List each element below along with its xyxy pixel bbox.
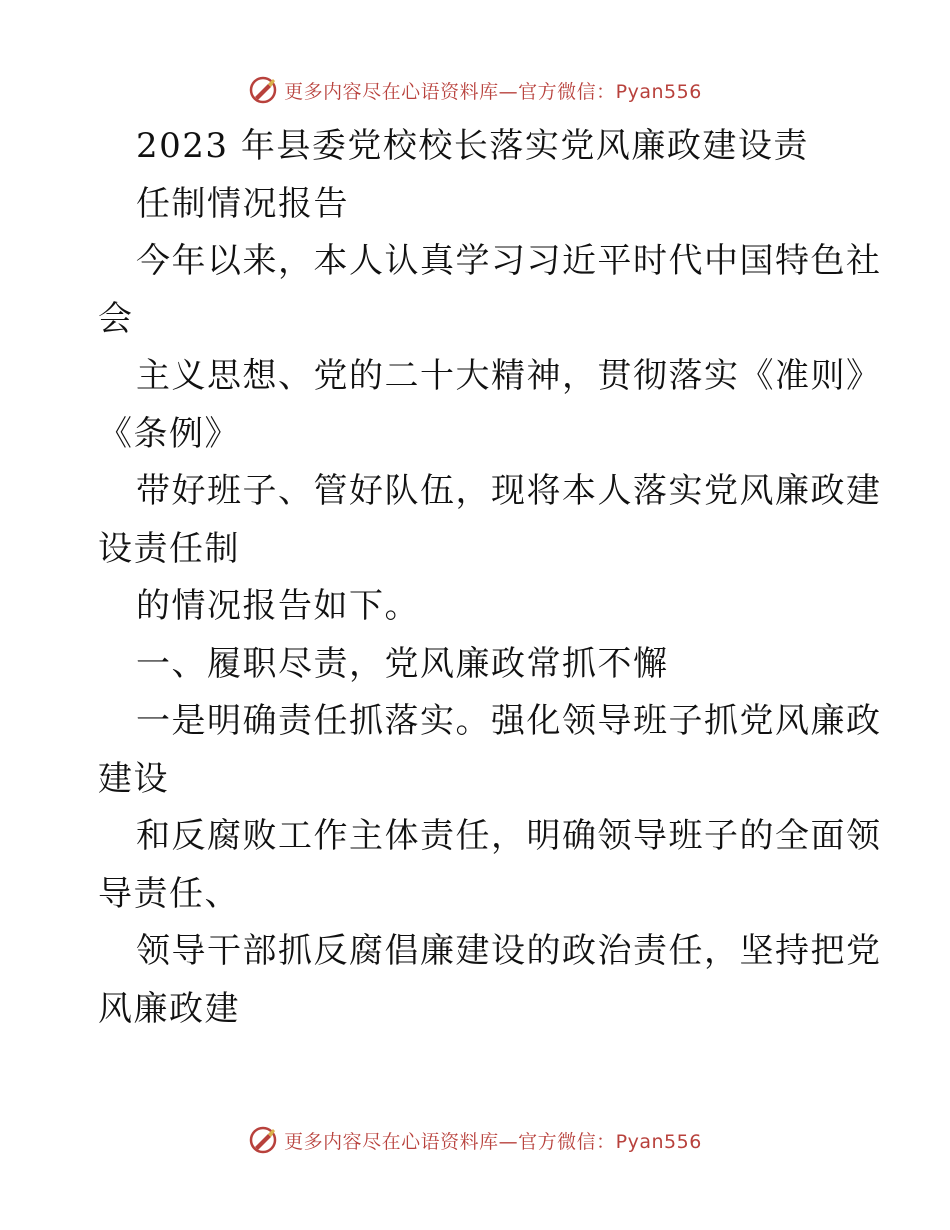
text-line: 设责任制: [98, 528, 240, 569]
pen-logo-icon: [248, 75, 278, 105]
text-line: 《条例》: [98, 413, 240, 454]
text-line: 带好班子、管好队伍，现将本人落实党风廉政建: [136, 471, 882, 511]
text-line: 领导干部抓反腐倡廉建设的政治责任，坚持把党: [136, 931, 882, 971]
document-body: [98, 118, 882, 1038]
text-line: 今年以来，本人认真学习习近平时代中国特色社: [136, 241, 882, 281]
text-line: 会: [98, 298, 134, 339]
section-heading: 一、履职尽责，党风廉政常抓不懈: [136, 643, 669, 684]
footer-watermark-banner: [0, 1120, 950, 1160]
text-line: 的情况报告如下。: [136, 586, 420, 626]
text-line: 2023 年县委党校校长落实党风廉政建设责: [136, 126, 809, 166]
text-line: 一是明确责任抓落实。强化领导班子抓党风廉政: [136, 701, 882, 741]
header-watermark-banner: [0, 70, 950, 110]
watermark-text: 更多内容尽在心语资料库—官方微信：Pyan556: [284, 80, 702, 103]
text-line: 建设: [98, 758, 169, 799]
text-line: 导责任、: [98, 873, 240, 914]
text-line: 风廉政建: [98, 988, 240, 1029]
pen-logo-icon: [248, 1125, 278, 1155]
watermark-text: 更多内容尽在心语资料库—官方微信：Pyan556: [284, 1130, 702, 1153]
text-line: 和反腐败工作主体责任，明确领导班子的全面领: [136, 816, 882, 856]
text-line: 任制情况报告: [136, 183, 349, 224]
text-line: 主义思想、党的二十大精神，贯彻落实《准则》: [136, 356, 882, 396]
